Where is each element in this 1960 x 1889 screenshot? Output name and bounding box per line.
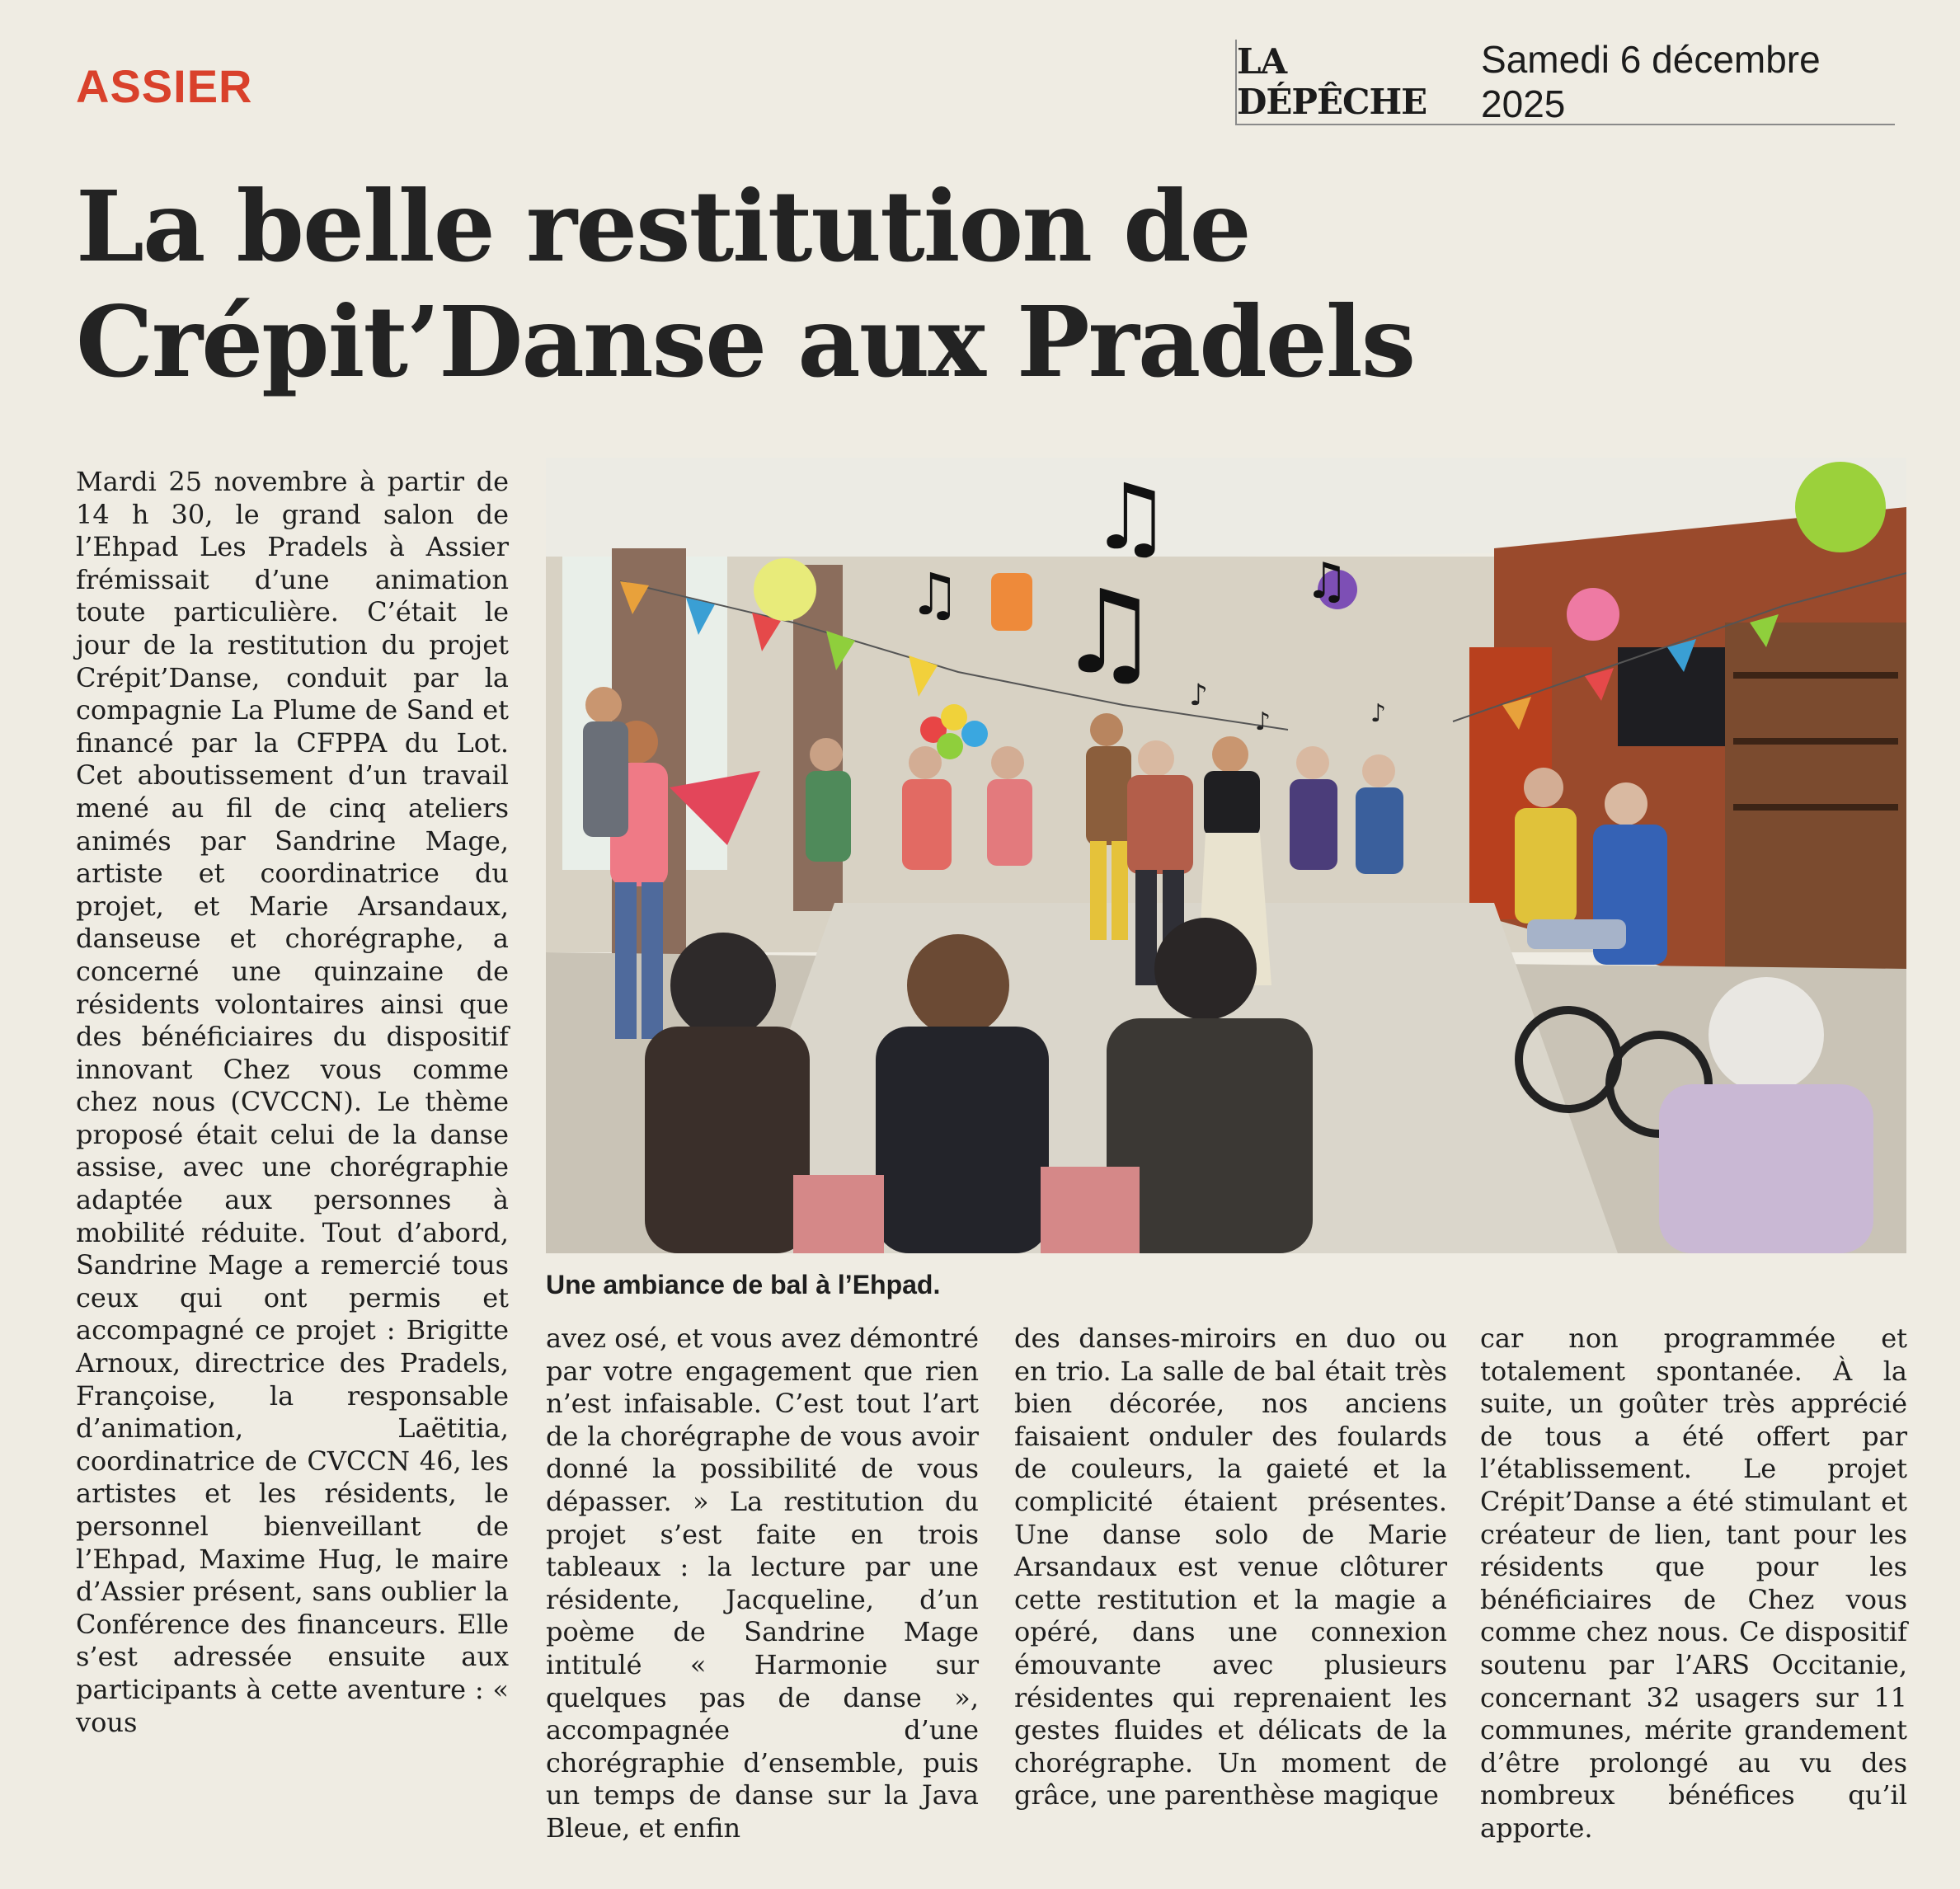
television xyxy=(1618,647,1725,746)
balloon xyxy=(961,721,988,747)
issue-date: Samedi 6 décembre 2025 xyxy=(1481,38,1821,125)
paper-lantern xyxy=(1795,462,1886,552)
music-note-decoration: ♫ xyxy=(1304,552,1349,610)
music-note-decoration: ♪ xyxy=(1255,707,1271,736)
chair xyxy=(793,1175,884,1253)
photo-caption: Une ambiance de bal à l’Ehpad. xyxy=(546,1270,941,1299)
paper-lantern xyxy=(754,558,816,621)
article-photo xyxy=(546,458,1906,1253)
article-column-1: Mardi 25 novembre à partir de 14 h 30, le grand salon de l’Ehpad Les Pradels à Assier frémissait d’une animation toute particulière. C’était le jour de la restitution du projet Crépit’Danse, conduit par la compagnie La Plume de Sand et financé par la CFPPA du Lot. Cet aboutissement d’un travail mené au fil de cinq ateliers animés par Sandrine Mage, artiste et coordinatrice du projet, et Marie Arsandaux, danseuse et chorégraphe, a concerné une quinzaine de résidents volontaires ainsi que des bénéficiaires du dispositif innovant Chez vous comme chez nous (CVCCN). Le thème proposé était celui de la danse assise, avec une chorégraphie adaptée aux personnes à mobilité réduite. Tout d’abord, Sandrine Mage a remercié tous ceux qui ont permis et accompagné ce projet : Brigitte Arnoux, directrice des Pradels, Françoise, la responsable d’animation, Laëtitia, coordinatrice de CVCCN 46, les artistes et les résidents, le personnel bienveillant de l’Ehpad, Maxime Hug, le maire d’Assier présent, sans oublier la Conférence des financeurs. Elle s’est adressée ensuite aux participants à cette aventure : « vous xyxy=(76,466,509,1738)
music-note-decoration: ♪ xyxy=(1370,699,1387,728)
article-column-2: avez osé, et vous avez démontré par votre engagement que rien n’est infaisable. C’est tout l’art de la chorégraphe de vous avoir donné la possibilité de vous dépasser. » La restitution du projet s’est faite en trois tableaux : la lecture par une résidente, Jacqueline, d’un poème de Sandrine Mage intitulé « Harmonie sur quelques pas de danse », accompagnée d’une chorégraphie d’ensemble, puis un temps de danse sur la Java Bleue, et enfin xyxy=(546,1323,979,1844)
paper-lantern xyxy=(991,573,1032,631)
newspaper-name: LA DÉPÊCHE xyxy=(1237,41,1427,122)
balloon xyxy=(941,704,967,731)
music-note-decoration: ♫ xyxy=(909,561,961,628)
music-note-decoration: ♫ xyxy=(1090,464,1172,570)
bookshelf-shelf xyxy=(1733,738,1898,745)
article-column-4: car non programmée et totalement spontanée. À la suite, un goûter très apprécié de tous a été offert par l’établissement. Le projet Crépit’Danse a été stimulant et créateur de lien, tant pour les résidents que pour les bénéficiaires de Chez vous comme chez nous. Ce dispositif soutenu par l’ARS Occitanie, concernant 32 usagers sur 11 communes, mérite grandement d’être prolongé au vu des nombreux bénéfices qu’il apporte. xyxy=(1480,1323,1907,1844)
bookshelf-shelf xyxy=(1733,804,1898,811)
balloon xyxy=(937,733,963,759)
headline: La belle restitution de Crépit’Danse aux Pradels xyxy=(76,169,1415,399)
bookshelf-shelf xyxy=(1733,672,1898,679)
masthead xyxy=(1235,40,1895,125)
article-column-3: des danses-miroirs en duo ou en trio. La salle de bal était très bien décorée, nos anciens faisaient onduler des foulards de couleurs, la gaieté et la complicité étaient présentes. Une danse solo de Marie Arsandaux est venue clôturer cette restitution et la magie a opéré, dans une connexion émouvante avec plusieurs résidentes qui reprenaient les gestes fluides et délicats de la chorégraphe. Un moment de grâce, une parenthèse magique xyxy=(1014,1323,1447,1811)
music-note-decoration: ♫ xyxy=(1057,566,1161,700)
dance-hall-scene xyxy=(546,458,1906,1253)
chair xyxy=(1041,1167,1140,1253)
paper-lantern xyxy=(1567,588,1619,641)
music-note-decoration: ♪ xyxy=(1189,679,1208,712)
section-label: ASSIER xyxy=(76,60,253,112)
